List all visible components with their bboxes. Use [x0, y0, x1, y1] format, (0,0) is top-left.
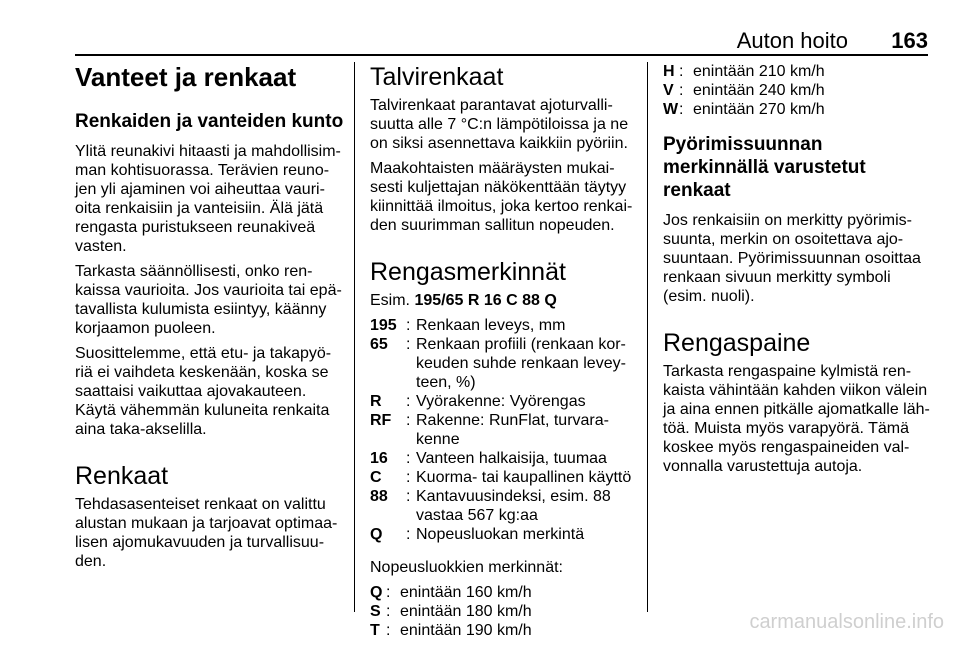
paragraph: Maakohtaisten määräysten mukai-sesti kuljettajan näkökenttään täytyy kiinnittää ilmoitus, joka kertoo renkai-den suurimman sallitun nopeuden.	[370, 160, 633, 234]
paragraph: Jos renkaisiin on merkitty pyörimis-suunta, merkin on osoitettava ajo-suuntaan. Pyörimissuunnan osoittaa renkaan sivuun merkitty symboli (esim. nuoli).	[663, 212, 921, 305]
speed-value: enintään 190 km/h	[400, 622, 532, 639]
list-item: RF : Rakenne: RunFlat, turvara-kenne	[370, 411, 640, 449]
list-item: H : enintään 210 km/h	[663, 62, 933, 81]
column-3	[663, 62, 933, 482]
heading-tire-markings: Rengasmerkinnät	[370, 258, 566, 286]
marking-key: 65	[370, 336, 388, 353]
paragraph: Tarkasta rengaspaine kylmistä ren-kaista vähintään kahden viikon välein ja aina ennen pitkälle ajomatkalle läh-töä. Muista myös varapyörä. Tämä koskee myös rengaspaineiden val-vonnalla varustettuja autoja.	[663, 363, 930, 475]
paragraph: Tarkasta säännöllisesti, onko ren-kaissa vaurioita. Jos vaurioita tai epä-tavallista kulumista esiintyy, käänny korjaamon puoleen.	[75, 263, 342, 337]
marking-value: Kuorma- tai kaupallinen käyttö	[416, 469, 632, 486]
list-item: W : enintään 270 km/h	[663, 100, 933, 119]
list-item: 16 : Vanteen halkaisija, tuumaa	[370, 449, 640, 468]
speed-value: enintään 270 km/h	[693, 101, 825, 118]
heading-tire-pressure: Rengaspaine	[663, 329, 811, 357]
speed-key: T	[370, 622, 380, 639]
list-item: S : enintään 180 km/h	[370, 602, 640, 621]
list-item: C : Kuorma- tai kaupallinen käyttö	[370, 468, 640, 487]
marking-key: 88	[370, 488, 388, 505]
page-header	[75, 24, 928, 56]
subsection-condition: Renkaiden ja vanteiden kunto	[75, 111, 344, 132]
marking-example	[370, 291, 640, 310]
marking-key: 195	[370, 317, 397, 334]
list-item: Q : Nopeusluokan merkintä	[370, 525, 640, 544]
heading-tires: Renkaat	[75, 462, 169, 490]
example-code: 195/65 R 16 C 88 Q	[414, 292, 557, 309]
example-prefix: Esim.	[370, 292, 415, 309]
speed-value: enintään 180 km/h	[400, 603, 532, 620]
speed-key: W	[663, 101, 679, 118]
column-divider-2	[647, 62, 648, 612]
marking-value: Nopeusluokan merkintä	[416, 526, 585, 543]
speed-value: enintään 210 km/h	[693, 63, 825, 80]
markings-list	[370, 316, 640, 544]
speed-value: enintään 160 km/h	[400, 584, 532, 601]
page-number: 163	[891, 28, 928, 53]
speed-key: V	[663, 82, 674, 99]
paragraph: Talvirenkaat parantavat ajoturvalli-suutta alle 7 °C:n lämpötiloissa ja ne on siksi asennettava kaikkiin pyöriin.	[370, 97, 629, 152]
header-section-title: Auton hoito	[736, 28, 848, 53]
speed-list-continued	[663, 62, 933, 119]
speed-key: H	[663, 63, 675, 80]
column-1	[75, 62, 345, 577]
marking-value: Vanteen halkaisija, tuumaa	[416, 450, 607, 467]
marking-key: 16	[370, 450, 388, 467]
speed-value: enintään 240 km/h	[693, 82, 825, 99]
list-item: R : Vyörakenne: Vyörengas	[370, 392, 640, 411]
speed-key: S	[370, 603, 381, 620]
list-item: 88 : Kantavuusindeksi, esim. 88 vastaa 567 kg:aa	[370, 487, 640, 525]
speed-list	[370, 583, 640, 640]
heading-winter-tires: Talvirenkaat	[370, 63, 504, 91]
column-divider-1	[354, 62, 355, 612]
section-title: Vanteet ja renkaat	[75, 62, 297, 92]
marking-key: RF	[370, 412, 392, 429]
marking-value: Rakenne: RunFlat, turvara-kenne	[416, 412, 609, 448]
column-2	[370, 62, 640, 646]
list-item: V : enintään 240 km/h	[663, 81, 933, 100]
paragraph: Ylitä reunakivi hitaasti ja mahdollisim-man kohtisuorassa. Terävien reuno-jen yli ajaminen voi aiheuttaa vauri-oita renkaisiin ja vanteisiin. Älä jätä rengasta puristukseen reunakiveä vasten.	[75, 143, 341, 255]
speed-intro: Nopeusluokkien merkinnät:	[370, 559, 563, 576]
paragraph: Suosittelemme, että etu- ja takapyö-riä ei vaihdeta keskenään, koska se saattaisi vaikuttaa ajovakauteen. Käytä vähemmän kuluneita renkaita aina taka-akselilla.	[75, 345, 332, 438]
list-item: T : enintään 190 km/h	[370, 621, 640, 640]
speed-key: Q	[370, 584, 383, 601]
marking-value: Kantavuusindeksi, esim. 88 vastaa 567 kg:aa	[416, 488, 611, 524]
list-item: Q : enintään 160 km/h	[370, 583, 640, 602]
list-item: 195 : Renkaan leveys, mm	[370, 316, 640, 335]
marking-value: Vyörakenne: Vyörengas	[416, 393, 586, 410]
watermark: carmanualsonline.info	[749, 611, 944, 633]
marking-value: Renkaan profiili (renkaan kor-keuden suhde renkaan levey-teen, %)	[416, 336, 626, 391]
marking-value: Renkaan leveys, mm	[416, 317, 566, 334]
marking-key: C	[370, 469, 382, 486]
paragraph: Tehdasasenteiset renkaat on valittu alustan mukaan ja tarjoavat optimaa-lisen ajomukavuuden ja turvallisuu-den.	[75, 496, 338, 570]
marking-key: Q	[370, 526, 383, 543]
subsection-rotation: Pyörimissuunnan merkinnällä varustetut renkaat	[663, 134, 866, 201]
list-item: 65 : Renkaan profiili (renkaan kor-keuden suhde renkaan levey-teen, %)	[370, 335, 640, 392]
marking-key: R	[370, 393, 382, 410]
